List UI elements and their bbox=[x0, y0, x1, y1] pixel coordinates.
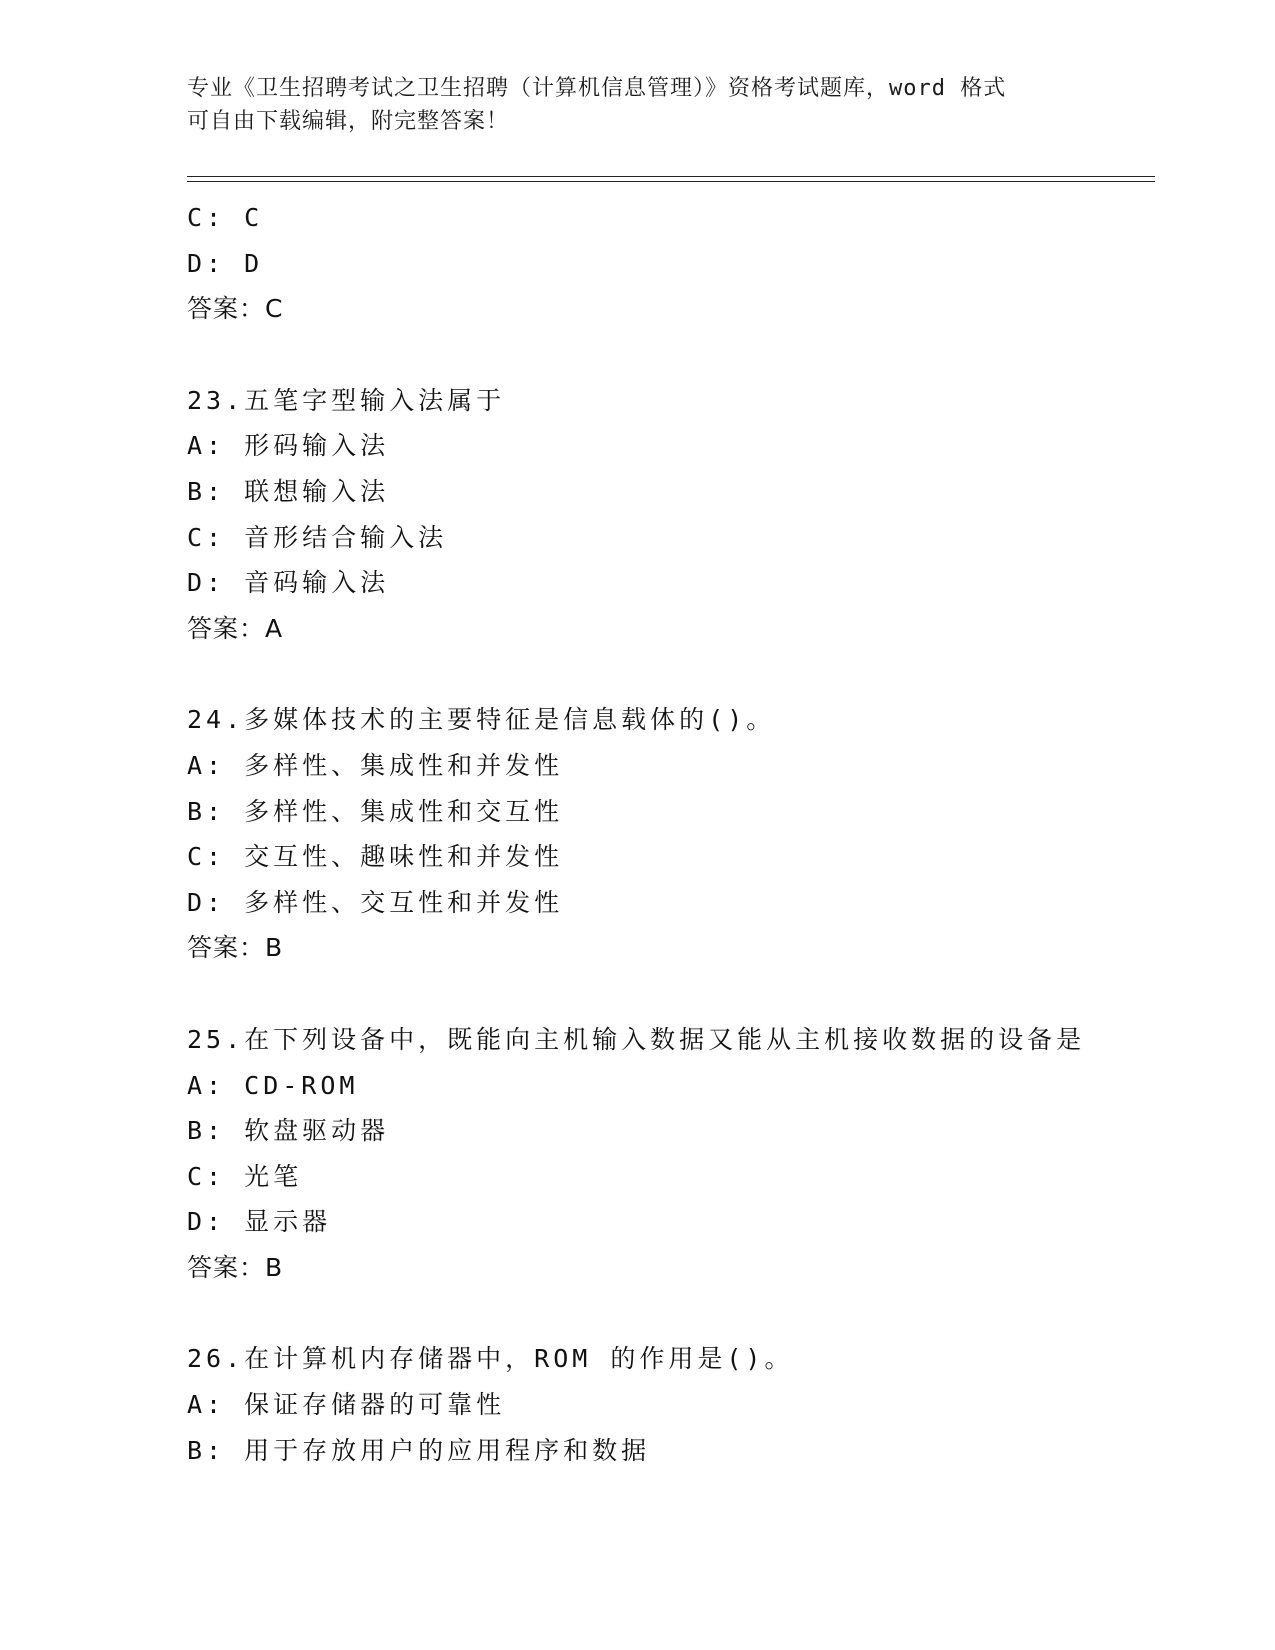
header-divider-bottom bbox=[187, 181, 1155, 182]
option-c: C: C bbox=[187, 203, 264, 232]
header-line-1: 专业《卫生招聘考试之卫生招聘（计算机信息管理）》资格考试题库，word 格式 bbox=[187, 76, 1007, 101]
question-block-24 bbox=[187, 697, 1167, 971]
answer: 答案：B bbox=[187, 1252, 284, 1282]
header-line-2: 可自由下载编辑，附完整答案！ bbox=[187, 109, 510, 134]
option-b: B: 软盘驱动器 bbox=[187, 1116, 390, 1146]
question-text: 23.五笔字型输入法属于 bbox=[187, 385, 506, 415]
answer: 答案：A bbox=[187, 613, 284, 643]
option-c: C: 交互性、趣味性和并发性 bbox=[187, 842, 564, 872]
option-a: A: 多样性、集成性和并发性 bbox=[187, 750, 564, 780]
question-list bbox=[187, 195, 1167, 1473]
question-text: 26.在计算机内存储器中，ROM 的作用是()。 bbox=[187, 1344, 794, 1374]
question-block-prev bbox=[187, 195, 1167, 332]
option-b: B: 用于存放用户的应用程序和数据 bbox=[187, 1435, 651, 1465]
option-a: A: CD-ROM bbox=[187, 1070, 359, 1100]
option-d: D: D bbox=[187, 248, 264, 278]
option-d: D: 显示器 bbox=[187, 1207, 332, 1237]
option-b: B: 多样性、集成性和交互性 bbox=[187, 796, 564, 826]
document-header bbox=[187, 72, 1087, 138]
option-d: D: 音码输入法 bbox=[187, 568, 390, 598]
answer: 答案：B bbox=[187, 933, 284, 963]
question-block-26 bbox=[187, 1336, 1167, 1473]
option-a: A: 形码输入法 bbox=[187, 431, 390, 461]
question-text: 24.多媒体技术的主要特征是信息载体的()。 bbox=[187, 705, 776, 735]
question-block-23 bbox=[187, 378, 1167, 652]
question-block-25 bbox=[187, 1017, 1167, 1291]
option-c: C: 音形结合输入法 bbox=[187, 522, 448, 552]
option-c: C: 光笔 bbox=[187, 1161, 303, 1191]
option-b: B: 联想输入法 bbox=[187, 476, 390, 506]
option-a: A: 保证存储器的可靠性 bbox=[187, 1390, 506, 1420]
option-d: D: 多样性、交互性和并发性 bbox=[187, 887, 564, 917]
answer: 答案：C bbox=[187, 294, 284, 324]
header-divider-top bbox=[187, 176, 1155, 177]
question-text: 25.在下列设备中，既能向主机输入数据又能从主机接收数据的设备是 bbox=[187, 1024, 1086, 1054]
